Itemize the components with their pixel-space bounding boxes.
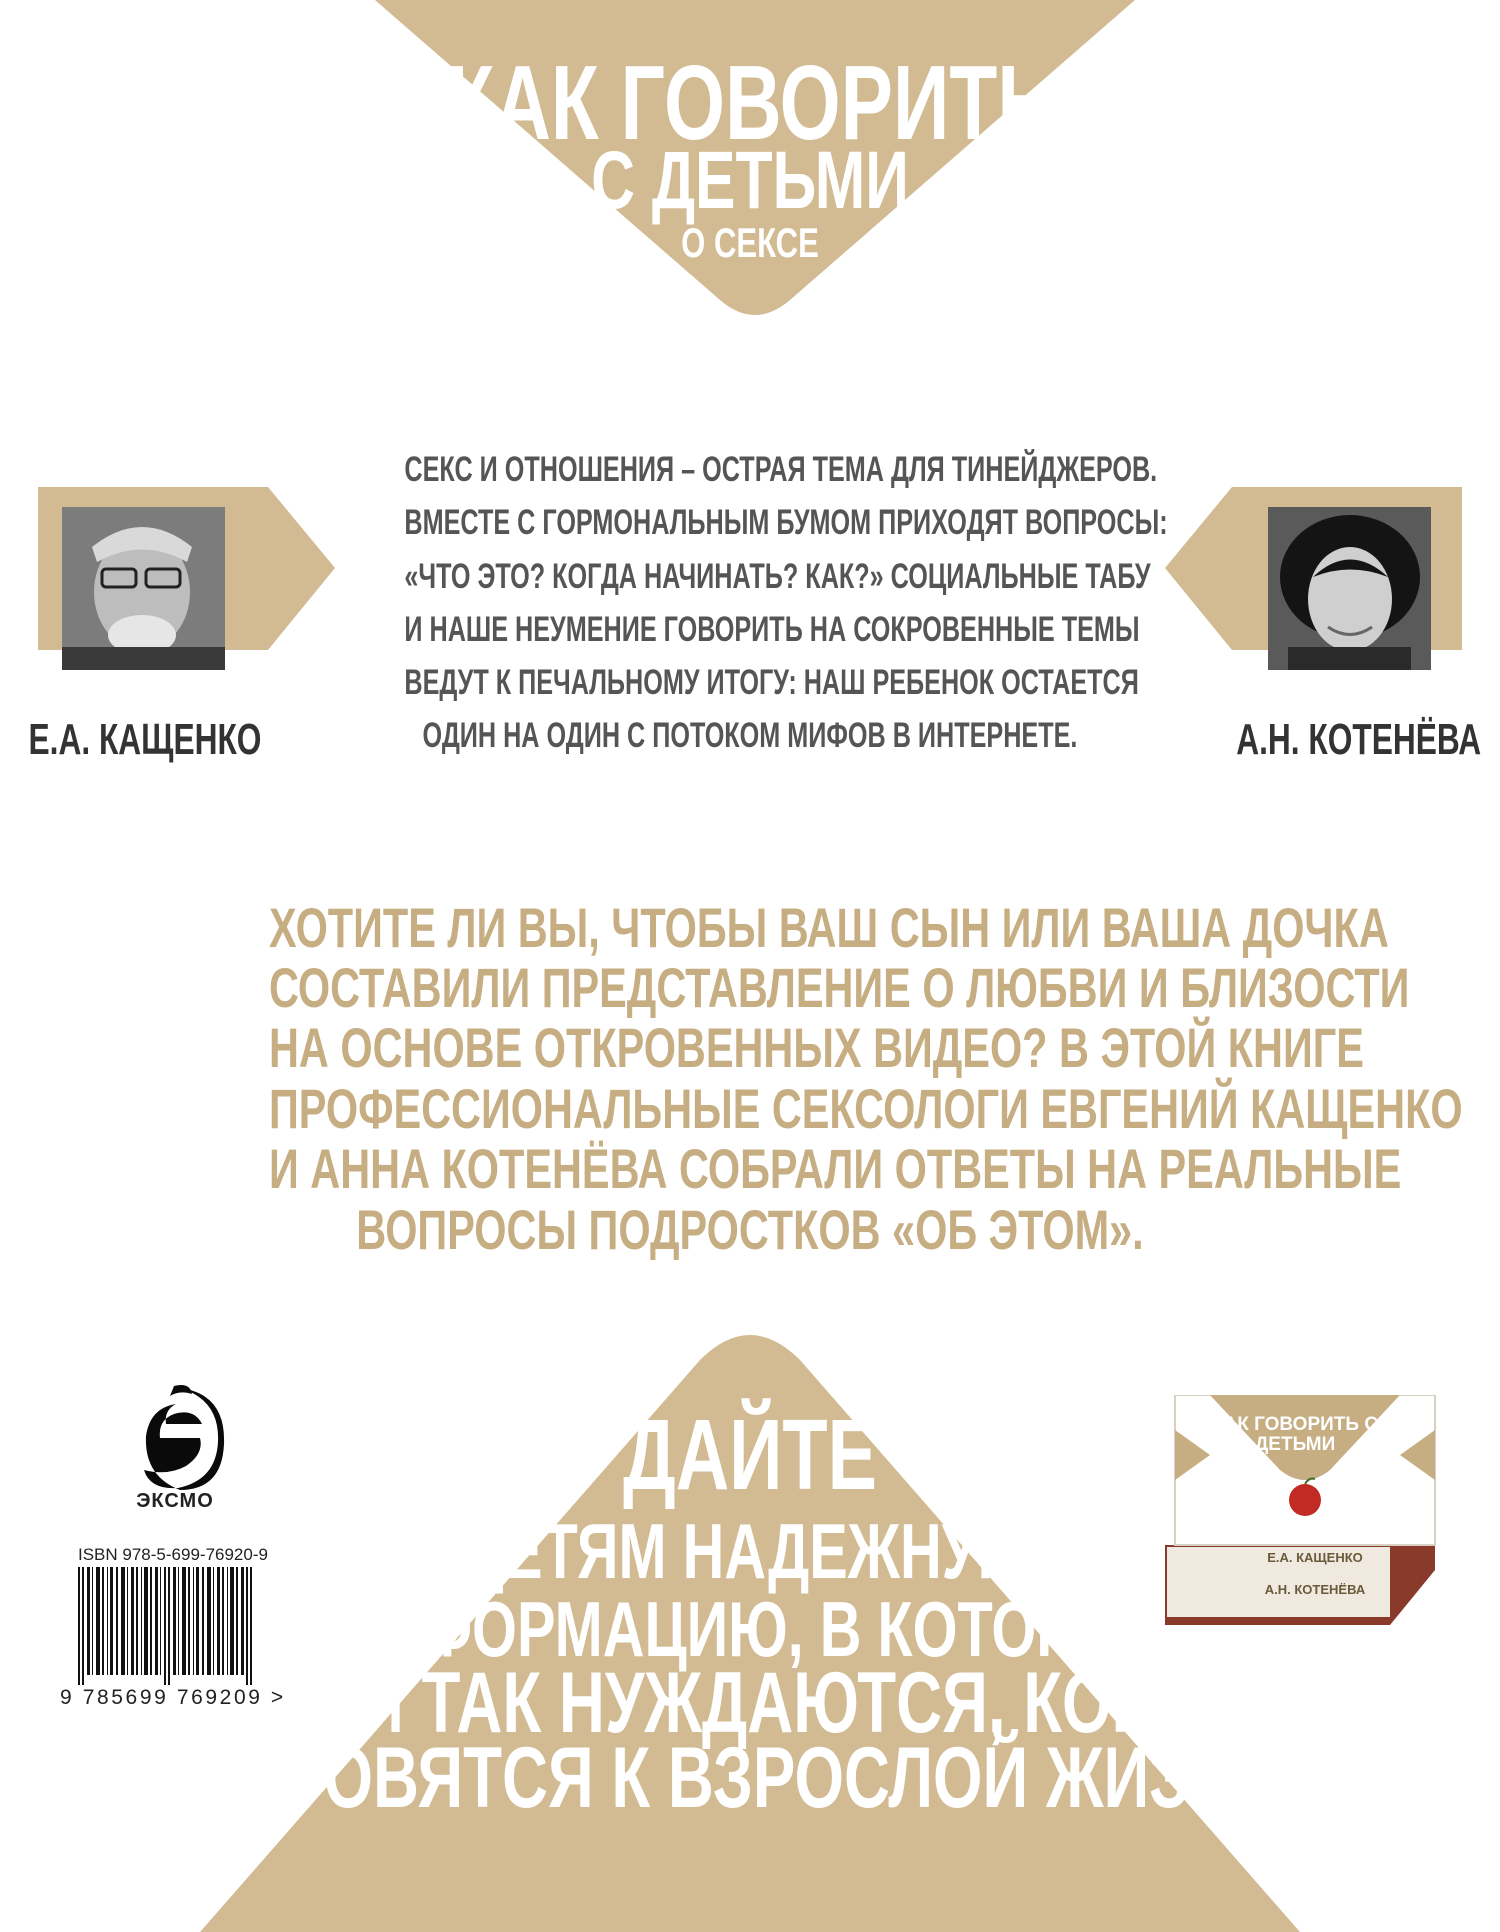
book-thumbnail-title: КАК ГОВОРИТЬ С ДЕТЬМИ <box>1211 1414 1379 1455</box>
intro-line-1: СЕКС И ОТНОШЕНИЯ – ОСТРАЯ ТЕМА ДЛЯ ТИНЕЙДЖЕРОВ. <box>404 450 1158 489</box>
book-thumbnail-author2: А.Н. КОТЕНЁВА <box>1264 1582 1366 1597</box>
intro-line-6: ОДИН НА ОДИН С ПОТОКОМ МИФОВ В ИНТЕРНЕТЕ. <box>422 716 1078 755</box>
cover-title-line1: КАК ГОВОРИТЬ <box>446 44 1054 162</box>
intro-line-3: «ЧТО ЭТО? КОГДА НАЧИНАТЬ? КАК?» СОЦИАЛЬНЫЕ ТАБУ <box>404 557 1151 596</box>
portrait-woman-icon <box>1268 507 1431 670</box>
callout-line-1: ДАЙТЕ <box>623 1399 877 1511</box>
author-name-right: А.Н. КОТЕНЁВА <box>1236 715 1482 764</box>
callout-line-4: ОНИ ТАК НУЖДАЮТСЯ, КОГДА <box>262 1655 1238 1751</box>
publisher-name: ЭКСМО <box>136 1490 214 1512</box>
author-name-left: Е.А. КАЩЕНКО <box>28 715 262 764</box>
cover-title-line2: С ДЕТЬМИ <box>591 135 909 226</box>
portrait-man-icon <box>62 507 225 670</box>
pitch-line-3: НА ОСНОВЕ ОТКРОВЕННЫХ ВИДЕО? В ЭТОЙ КНИГЕ <box>269 1016 1364 1079</box>
pitch-line-2: СОСТАВИЛИ ПРЕДСТАВЛЕНИЕ О ЛЮБВИ И БЛИЗОСТИ <box>269 956 1410 1019</box>
apple-icon <box>1289 1484 1321 1516</box>
cover-title-line3: О СЕКСЕ <box>681 219 819 266</box>
author-photo-left <box>62 507 225 670</box>
barcode-icon <box>78 1567 258 1685</box>
intro-line-4: И НАШЕ НЕУМЕНИЕ ГОВОРИТЬ НА СОКРОВЕННЫЕ ТЕМЫ <box>404 610 1140 649</box>
pitch-line-6: ВОПРОСЫ ПОДРОСТКОВ «ОБ ЭТОМ». <box>356 1198 1144 1261</box>
pitch-line-1: ХОТИТЕ ЛИ ВЫ, ЧТОБЫ ВАШ СЫН ИЛИ ВАША ДОЧКА <box>269 896 1389 959</box>
barcode-digits: 9 785699 769209 > <box>60 1686 286 1709</box>
pitch-line-5: И АННА КОТЕНЁВА СОБРАЛИ ОТВЕТЫ НА РЕАЛЬНЫЕ <box>269 1137 1402 1200</box>
callout-line-5: ГОТОВЯТСЯ К ВЗРОСЛОЙ ЖИЗНИ. <box>201 1730 1299 1826</box>
callout-line-3: ИНФОРМАЦИЮ, В КОТОРОЙ <box>339 1585 1161 1673</box>
isbn-label: ISBN 978-5-699-76920-9 <box>78 1545 268 1564</box>
author-photo-right <box>1268 507 1431 670</box>
intro-line-2: ВМЕСТЕ С ГОРМОНАЛЬНЫМ БУМОМ ПРИХОДЯТ ВОПРОСЫ: <box>404 503 1168 542</box>
callout-line-2: ДЕТЯМ НАДЕЖНУЮ <box>462 1507 1038 1595</box>
intro-line-5: ВЕДУТ К ПЕЧАЛЬНОМУ ИТОГУ: НАШ РЕБЕНОК ОСТАЕТСЯ <box>404 663 1139 702</box>
pitch-line-4: ПРОФЕССИОНАЛЬНЫЕ СЕКСОЛОГИ ЕВГЕНИЙ КАЩЕНКО <box>269 1077 1463 1140</box>
book-thumbnail-author1: Е.А. КАЩЕНКО <box>1267 1550 1363 1565</box>
